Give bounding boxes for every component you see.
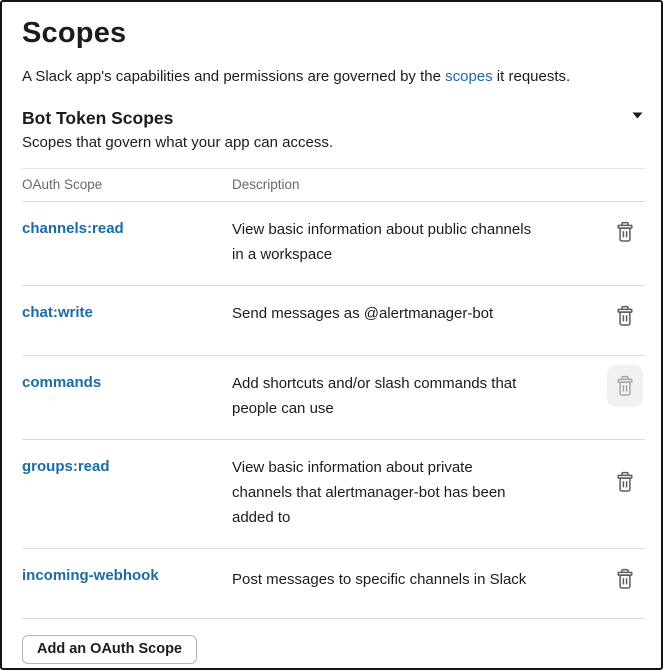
- description-line: Post messages to specific channels in Slack: [232, 571, 527, 588]
- scope-link-groups-read[interactable]: groups:read: [22, 458, 110, 475]
- description-line: channels that alertmanager-bot has been: [232, 484, 506, 501]
- intro-text-after: it requests.: [492, 68, 571, 85]
- section-subtitle: Scopes that govern what your app can access.: [22, 134, 334, 151]
- column-header-oauth-scope: OAuth Scope: [22, 177, 103, 192]
- scope-description: [232, 371, 605, 421]
- trash-icon: [615, 481, 635, 496]
- scope-description: [232, 301, 605, 326]
- table-header-row: [22, 168, 645, 202]
- description-line: people can use: [232, 400, 334, 417]
- trash-icon: [615, 385, 635, 400]
- scope-link-chat-write[interactable]: chat:write: [22, 304, 93, 321]
- scope-link-incoming-webhook[interactable]: incoming-webhook: [22, 567, 159, 584]
- scopes-link[interactable]: scopes: [445, 68, 493, 85]
- scope-description: [232, 217, 605, 267]
- scope-link-commands[interactable]: commands: [22, 374, 102, 391]
- description-line: Send messages as @alertmanager-bot: [232, 305, 494, 322]
- column-header-description: Description: [232, 177, 300, 192]
- add-oauth-scope-button[interactable]: Add an OAuth Scope: [22, 635, 197, 664]
- table-footer: [22, 619, 645, 664]
- bot-token-scopes-header: [22, 106, 645, 130]
- table-row: [22, 286, 645, 356]
- scope-link-channels-read[interactable]: channels:read: [22, 220, 124, 237]
- intro-text-before: A Slack app's capabilities and permissions are governed by the: [22, 68, 446, 85]
- scope-description: [232, 455, 605, 530]
- scope-description: [232, 567, 605, 592]
- table-row: [22, 440, 645, 549]
- delete-scope-button[interactable]: [607, 558, 643, 600]
- trash-icon: [615, 315, 635, 330]
- description-line: View basic information about private: [232, 459, 473, 476]
- trash-icon: [615, 578, 635, 593]
- section-title: Bot Token Scopes: [22, 108, 174, 128]
- collapse-section-button[interactable]: [630, 106, 645, 125]
- trash-icon: [615, 231, 635, 246]
- description-line: in a workspace: [232, 246, 333, 263]
- delete-scope-button[interactable]: [607, 295, 643, 337]
- intro-text: [22, 66, 645, 88]
- delete-scope-button[interactable]: [607, 461, 643, 503]
- caret-down-icon: [632, 107, 643, 122]
- description-line: Add shortcuts and/or slash commands that: [232, 375, 517, 392]
- table-row: [22, 202, 645, 286]
- page-title: Scopes: [22, 17, 127, 49]
- oauth-scopes-table: [22, 168, 645, 664]
- delete-scope-button[interactable]: [607, 365, 643, 407]
- table-row: [22, 549, 645, 619]
- delete-scope-button[interactable]: [607, 211, 643, 253]
- table-row: [22, 356, 645, 440]
- description-line: added to: [232, 509, 291, 526]
- column-header-actions: [605, 177, 645, 193]
- description-line: View basic information about public channels: [232, 221, 532, 238]
